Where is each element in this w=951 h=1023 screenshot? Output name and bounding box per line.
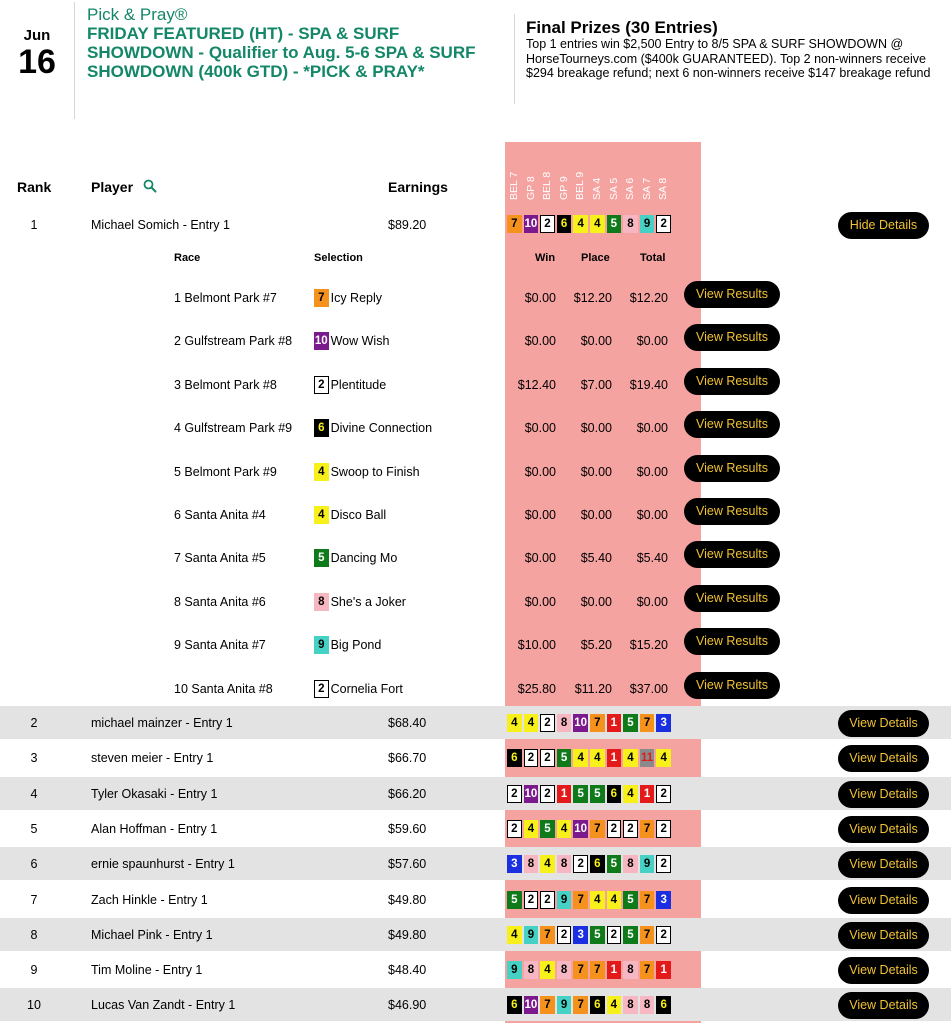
- detail-race: 9 Santa Anita #7: [174, 638, 266, 653]
- prizes-text: Top 1 entries win $2,500 Entry to 8/5 SPA & SURF SHOWDOWN @ HorseTourneys.com ($400k GUARANTEED). Top 2 non-winners receive $294 breakage refund; next 6 non-winners receive $147 breakage refund: [526, 37, 931, 80]
- pick-chip: 9: [314, 636, 329, 654]
- table-row: [0, 988, 951, 1021]
- pick-chip: 4: [507, 714, 522, 732]
- detail-win: $0.00: [524, 551, 556, 566]
- pick-chip: 5: [623, 714, 638, 732]
- race-column-header: SA 7: [640, 177, 653, 200]
- pick-chip: 4: [656, 749, 671, 767]
- pick-chip: 5: [623, 926, 638, 944]
- pick-chip: 4: [507, 926, 522, 944]
- pick-chip: 4: [524, 714, 539, 732]
- pick-chip: 6: [590, 996, 605, 1014]
- pick-chip: 6: [607, 785, 622, 803]
- detail-total: $15.20: [629, 638, 668, 653]
- view-details-button[interactable]: View Details: [838, 851, 929, 878]
- row-player: Tim Moline - Entry 1: [91, 963, 203, 978]
- view-results-button[interactable]: View Results: [684, 411, 780, 438]
- row-earnings: $49.80: [388, 927, 427, 942]
- pick-chip: 6: [656, 996, 671, 1014]
- pick-chip: 7: [573, 996, 588, 1014]
- pick-chip: 5: [607, 215, 622, 233]
- pick-chip: 3: [573, 926, 588, 944]
- pick-chip: 5: [507, 891, 522, 909]
- table-row: [0, 883, 951, 916]
- detail-total: $5.40: [636, 551, 668, 566]
- detail-win: $12.40: [517, 377, 556, 392]
- detail-win: $0.00: [524, 334, 556, 349]
- row-rank: 2: [30, 716, 38, 730]
- detail-place: $7.00: [580, 377, 612, 392]
- row-rank: 1: [30, 218, 38, 232]
- detail-win: $10.00: [517, 638, 556, 653]
- row-player: Michael Somich - Entry 1: [91, 218, 230, 232]
- pick-chip: 5: [607, 855, 622, 873]
- pick-chip: 2: [656, 785, 671, 803]
- row-picks: [507, 785, 671, 803]
- detail-row: [0, 278, 951, 321]
- row-picks: [507, 926, 671, 944]
- pick-chip: 3: [507, 855, 522, 873]
- pick-chip: 6: [314, 419, 329, 437]
- pick-chip: 2: [524, 749, 539, 767]
- pick-chip: 7: [640, 961, 655, 979]
- pick-chip: 2: [314, 376, 329, 394]
- view-details-button[interactable]: View Details: [838, 887, 929, 914]
- pick-chip: 2: [656, 215, 671, 233]
- pick-chip: 1: [640, 785, 655, 803]
- table-row: [0, 847, 951, 880]
- detail-total: $0.00: [636, 594, 668, 609]
- row-rank: 9: [30, 963, 38, 978]
- detail-race: 1 Belmont Park #7: [174, 291, 277, 305]
- pick-chip: 4: [590, 215, 605, 233]
- row-rank: 4: [30, 786, 38, 801]
- pick-chip: 6: [590, 855, 605, 873]
- pick-chip: 1: [607, 961, 622, 979]
- detail-win: $0.00: [524, 594, 556, 609]
- view-results-button[interactable]: View Results: [684, 368, 780, 395]
- pick-chip: 6: [507, 749, 522, 767]
- pick-chip: 6: [507, 996, 522, 1014]
- table-row: [0, 918, 951, 951]
- pick-chip: 2: [507, 785, 522, 803]
- pick-chip: 7: [640, 891, 655, 909]
- row-rank: 3: [30, 751, 38, 766]
- detail-selection: [314, 506, 386, 524]
- detail-row: [0, 452, 951, 495]
- pick-chip: 4: [314, 463, 329, 481]
- pick-chip: 7: [540, 926, 555, 944]
- detail-total: $19.40: [629, 377, 668, 392]
- row-earnings: $68.40: [388, 716, 427, 730]
- pick-chip: 1: [607, 749, 622, 767]
- detail-place: $5.40: [580, 551, 612, 566]
- pick-chip: 5: [557, 749, 572, 767]
- row-picks: [507, 714, 671, 732]
- view-results-button[interactable]: View Results: [684, 585, 780, 612]
- view-results-button[interactable]: View Results: [684, 281, 780, 308]
- table-row: [0, 741, 951, 774]
- row-earnings: $46.90: [388, 998, 427, 1013]
- detail-total: $37.00: [629, 681, 668, 696]
- pick-chip: 5: [573, 785, 588, 803]
- race-column-header: BEL 7: [508, 171, 520, 200]
- pick-chip: 7: [540, 996, 555, 1014]
- horse-name: Cornelia Fort: [330, 681, 403, 696]
- pick-chip: 4: [623, 749, 638, 767]
- contest-title: FRIDAY FEATURED (HT) - SPA & SURF SHOWDOWN - Qualifier to Aug. 5-6 SPA & SURF SHOWDOWN (400k GTD) - *PICK & PRAY*: [87, 24, 476, 81]
- pick-chip: 10: [524, 785, 539, 803]
- pick-chip: 8: [640, 996, 655, 1014]
- pick-chip: 4: [540, 855, 555, 873]
- detail-place-header: Place: [581, 252, 610, 264]
- table-row: [0, 706, 951, 739]
- pick-chip: 8: [557, 714, 572, 732]
- pick-chip: 9: [640, 855, 655, 873]
- pick-chip: 2: [540, 749, 555, 767]
- pick-chip: 2: [557, 926, 572, 944]
- pick-chip: 7: [590, 820, 605, 838]
- pick-chip: 8: [557, 961, 572, 979]
- row-earnings: $49.80: [388, 892, 427, 907]
- horse-name: Big Pond: [330, 638, 382, 653]
- pick-chip: 2: [524, 891, 539, 909]
- pick-chip: 5: [590, 785, 605, 803]
- pick-chip: 9: [557, 891, 572, 909]
- contest-heading: [87, 5, 497, 81]
- row-rank: 8: [30, 927, 38, 942]
- pick-chip: 4: [590, 891, 605, 909]
- table-row: [0, 777, 951, 810]
- row-player: Michael Pink - Entry 1: [91, 927, 213, 942]
- row-picks: [507, 891, 671, 909]
- rank-header: Rank: [17, 179, 52, 195]
- pick-chip: 9: [507, 961, 522, 979]
- race-column-header: GP 9: [557, 176, 570, 200]
- pick-chip: 8: [314, 593, 329, 611]
- race-headers: [505, 142, 701, 204]
- horse-name: Plentitude: [330, 377, 387, 392]
- detail-selection: [314, 549, 397, 567]
- row-rank: 10: [27, 998, 41, 1013]
- detail-race: 7 Santa Anita #5: [174, 551, 266, 566]
- detail-race: 6 Santa Anita #4: [174, 508, 266, 522]
- pick-chip: 4: [623, 785, 638, 803]
- pick-chip: 7: [590, 714, 605, 732]
- pick-chip: 10: [573, 714, 588, 732]
- detail-win: $0.00: [524, 464, 556, 479]
- pick-chip: 9: [524, 926, 539, 944]
- view-details-button[interactable]: View Details: [838, 922, 929, 949]
- view-results-button[interactable]: View Results: [684, 455, 780, 482]
- pick-chip: 5: [314, 549, 329, 567]
- pick-chip: 2: [540, 785, 555, 803]
- view-results-button[interactable]: View Results: [684, 324, 780, 351]
- detail-win: $0.00: [524, 421, 556, 436]
- row-rank: 6: [30, 857, 38, 872]
- pick-chip: 8: [623, 215, 638, 233]
- view-details-button[interactable]: View Details: [838, 781, 929, 808]
- pick-chip: 7: [640, 926, 655, 944]
- pick-chip: 1: [656, 961, 671, 979]
- pick-chip: 2: [607, 820, 622, 838]
- pick-chip: 7: [640, 714, 655, 732]
- row-player: michael mainzer - Entry 1: [91, 716, 233, 730]
- detail-selection: [314, 636, 381, 654]
- row-player: steven meier - Entry 1: [91, 751, 214, 766]
- pick-chip: 2: [656, 926, 671, 944]
- race-column-header: SA 8: [657, 177, 670, 200]
- race-column-header: GP 8: [524, 176, 537, 200]
- race-column-header: SA 6: [624, 177, 637, 200]
- pick-chip: 4: [573, 749, 588, 767]
- date-month: Jun: [23, 27, 51, 44]
- horse-name: Icy Reply: [330, 291, 382, 305]
- detail-place: $0.00: [580, 508, 612, 522]
- view-results-button[interactable]: View Results: [684, 498, 780, 525]
- view-details-button[interactable]: View Details: [838, 992, 929, 1019]
- pick-chip: 2: [540, 714, 555, 732]
- pick-chip: 10: [314, 332, 329, 350]
- horse-name: Dancing Mo: [330, 551, 398, 566]
- horse-name: Wow Wish: [330, 334, 390, 349]
- view-results-button[interactable]: View Results: [684, 628, 780, 655]
- pick-chip: 2: [656, 820, 671, 838]
- detail-selection: [314, 680, 403, 698]
- detail-row: [0, 625, 951, 668]
- detail-place: $5.20: [580, 638, 612, 653]
- detail-row: [0, 538, 951, 581]
- pick-chip: 4: [524, 820, 539, 838]
- pick-chip: 4: [314, 506, 329, 524]
- row-player: Zach Hinkle - Entry 1: [91, 892, 208, 907]
- detail-total: $0.00: [636, 508, 668, 522]
- detail-total: $0.00: [636, 334, 668, 349]
- detail-win: $0.00: [524, 508, 556, 522]
- pick-chip: 5: [623, 891, 638, 909]
- pick-chip: 10: [524, 215, 539, 233]
- earnings-header: Earnings: [388, 179, 448, 195]
- detail-place: $0.00: [580, 464, 612, 479]
- detail-place: $0.00: [580, 421, 612, 436]
- pick-chip: 5: [540, 820, 555, 838]
- view-details-button[interactable]: View Details: [838, 745, 929, 772]
- pick-chip: 7: [640, 820, 655, 838]
- row-picks: [507, 961, 671, 979]
- detail-row: [0, 321, 951, 364]
- view-details-button[interactable]: View Details: [838, 710, 929, 737]
- detail-place: $0.00: [580, 334, 612, 349]
- detail-race-header: Race: [174, 252, 201, 264]
- hide-details-button[interactable]: Hide Details: [838, 212, 929, 239]
- search-icon[interactable]: [143, 179, 157, 193]
- row-earnings: $66.20: [388, 786, 427, 801]
- pick-chip: 3: [656, 891, 671, 909]
- detail-selection: [314, 463, 420, 481]
- row-picks: [507, 749, 671, 767]
- row-earnings: $57.60: [388, 857, 427, 872]
- detail-selection: [314, 289, 382, 307]
- detail-selection-header: Selection: [314, 252, 363, 264]
- detail-win: $0.00: [524, 291, 556, 305]
- contest-brand: Pick & Pray®: [87, 5, 188, 24]
- pick-chip: 9: [557, 996, 572, 1014]
- detail-race: 2 Gulfstream Park #8: [174, 334, 293, 349]
- horse-name: Divine Connection: [330, 421, 433, 436]
- row-picks: [507, 820, 671, 838]
- view-details-button[interactable]: View Details: [838, 957, 929, 984]
- row-picks: [507, 855, 671, 873]
- detail-row: [0, 408, 951, 451]
- row-picks: [507, 996, 671, 1014]
- pick-chip: 10: [573, 820, 588, 838]
- detail-row: [0, 365, 951, 408]
- detail-row: [0, 582, 951, 625]
- pick-chip: 8: [524, 961, 539, 979]
- row-earnings: $59.60: [388, 821, 427, 836]
- pick-chip: 2: [607, 926, 622, 944]
- pick-chip: 4: [590, 749, 605, 767]
- detail-row: [0, 495, 951, 538]
- pick-chip: 1: [607, 714, 622, 732]
- pick-chip: 4: [557, 820, 572, 838]
- pick-chip: 4: [607, 996, 622, 1014]
- pick-chip: 9: [640, 215, 655, 233]
- pick-chip: 11: [640, 749, 655, 767]
- pick-chip: 7: [573, 891, 588, 909]
- row-picks: [507, 215, 671, 233]
- detail-race: 5 Belmont Park #9: [174, 464, 277, 479]
- prizes-title: Final Prizes (30 Entries): [526, 18, 718, 37]
- row-earnings: $66.70: [388, 751, 427, 766]
- pick-chip: 8: [623, 996, 638, 1014]
- pick-chip: 7: [507, 215, 522, 233]
- pick-chip: 8: [524, 855, 539, 873]
- pick-chip: 6: [557, 215, 572, 233]
- contest-date: [0, 28, 74, 80]
- horse-name: Disco Ball: [330, 508, 387, 522]
- detail-race: 4 Gulfstream Park #9: [174, 421, 293, 436]
- view-results-button[interactable]: View Results: [684, 672, 780, 699]
- row-player: Lucas Van Zandt - Entry 1: [91, 998, 236, 1013]
- pick-chip: 5: [590, 926, 605, 944]
- pick-chip: 7: [573, 961, 588, 979]
- horse-name: She's a Joker: [330, 594, 406, 609]
- pick-chip: 2: [540, 215, 555, 233]
- detail-win: $25.80: [517, 681, 556, 696]
- prizes-divider: [514, 14, 515, 104]
- detail-total: $0.00: [636, 421, 668, 436]
- view-details-button[interactable]: View Details: [838, 816, 929, 843]
- table-row: [0, 208, 951, 241]
- race-column-header: BEL 9: [574, 171, 587, 200]
- header-divider: [74, 2, 75, 119]
- pick-chip: 7: [314, 289, 329, 307]
- pick-chip: 8: [623, 855, 638, 873]
- race-column-header: SA 5: [607, 177, 620, 200]
- pick-chip: 8: [623, 961, 638, 979]
- row-player: Tyler Okasaki - Entry 1: [91, 786, 218, 801]
- pick-chip: 8: [557, 855, 572, 873]
- view-results-button[interactable]: View Results: [684, 541, 780, 568]
- pick-chip: 2: [314, 680, 329, 698]
- race-column-header: SA 4: [591, 177, 603, 200]
- pick-chip: 10: [524, 996, 539, 1014]
- detail-place: $12.20: [573, 291, 612, 305]
- detail-total: $0.00: [636, 464, 668, 479]
- row-rank: 5: [30, 821, 38, 836]
- detail-total: $12.20: [629, 291, 668, 305]
- row-player: Alan Hoffman - Entry 1: [91, 821, 218, 836]
- table-row: [0, 953, 951, 986]
- pick-chip: 1: [557, 785, 572, 803]
- pick-chip: 4: [607, 891, 622, 909]
- row-earnings: $89.20: [388, 218, 427, 232]
- detail-selection: [314, 419, 432, 437]
- detail-place: $0.00: [580, 594, 612, 609]
- detail-race: 3 Belmont Park #8: [174, 377, 277, 392]
- table-row: [0, 812, 951, 845]
- prizes-panel: [526, 18, 946, 81]
- pick-chip: 2: [507, 820, 522, 838]
- pick-chip: 4: [573, 215, 588, 233]
- detail-win-header: Win: [535, 252, 556, 264]
- pick-chip: 4: [540, 961, 555, 979]
- date-day: 16: [18, 43, 56, 81]
- row-player: ernie spaunhurst - Entry 1: [91, 857, 235, 872]
- pick-chip: 2: [656, 855, 671, 873]
- pick-chip: 2: [540, 891, 555, 909]
- pick-chip: 7: [590, 961, 605, 979]
- race-column-header: BEL 8: [541, 171, 554, 200]
- horse-name: Swoop to Finish: [330, 464, 420, 479]
- detail-race: 8 Santa Anita #6: [174, 594, 266, 609]
- detail-total-header: Total: [640, 252, 666, 264]
- detail-selection: [314, 376, 386, 394]
- player-header: Player: [91, 179, 134, 195]
- detail-selection: [314, 332, 389, 350]
- detail-race: 10 Santa Anita #8: [174, 681, 273, 696]
- row-earnings: $48.40: [388, 963, 427, 978]
- pick-chip: 2: [573, 855, 588, 873]
- row-rank: 7: [30, 892, 38, 907]
- pick-chip: 2: [623, 820, 638, 838]
- detail-place: $11.20: [574, 681, 612, 696]
- pick-chip: 3: [656, 714, 671, 732]
- detail-selection: [314, 593, 406, 611]
